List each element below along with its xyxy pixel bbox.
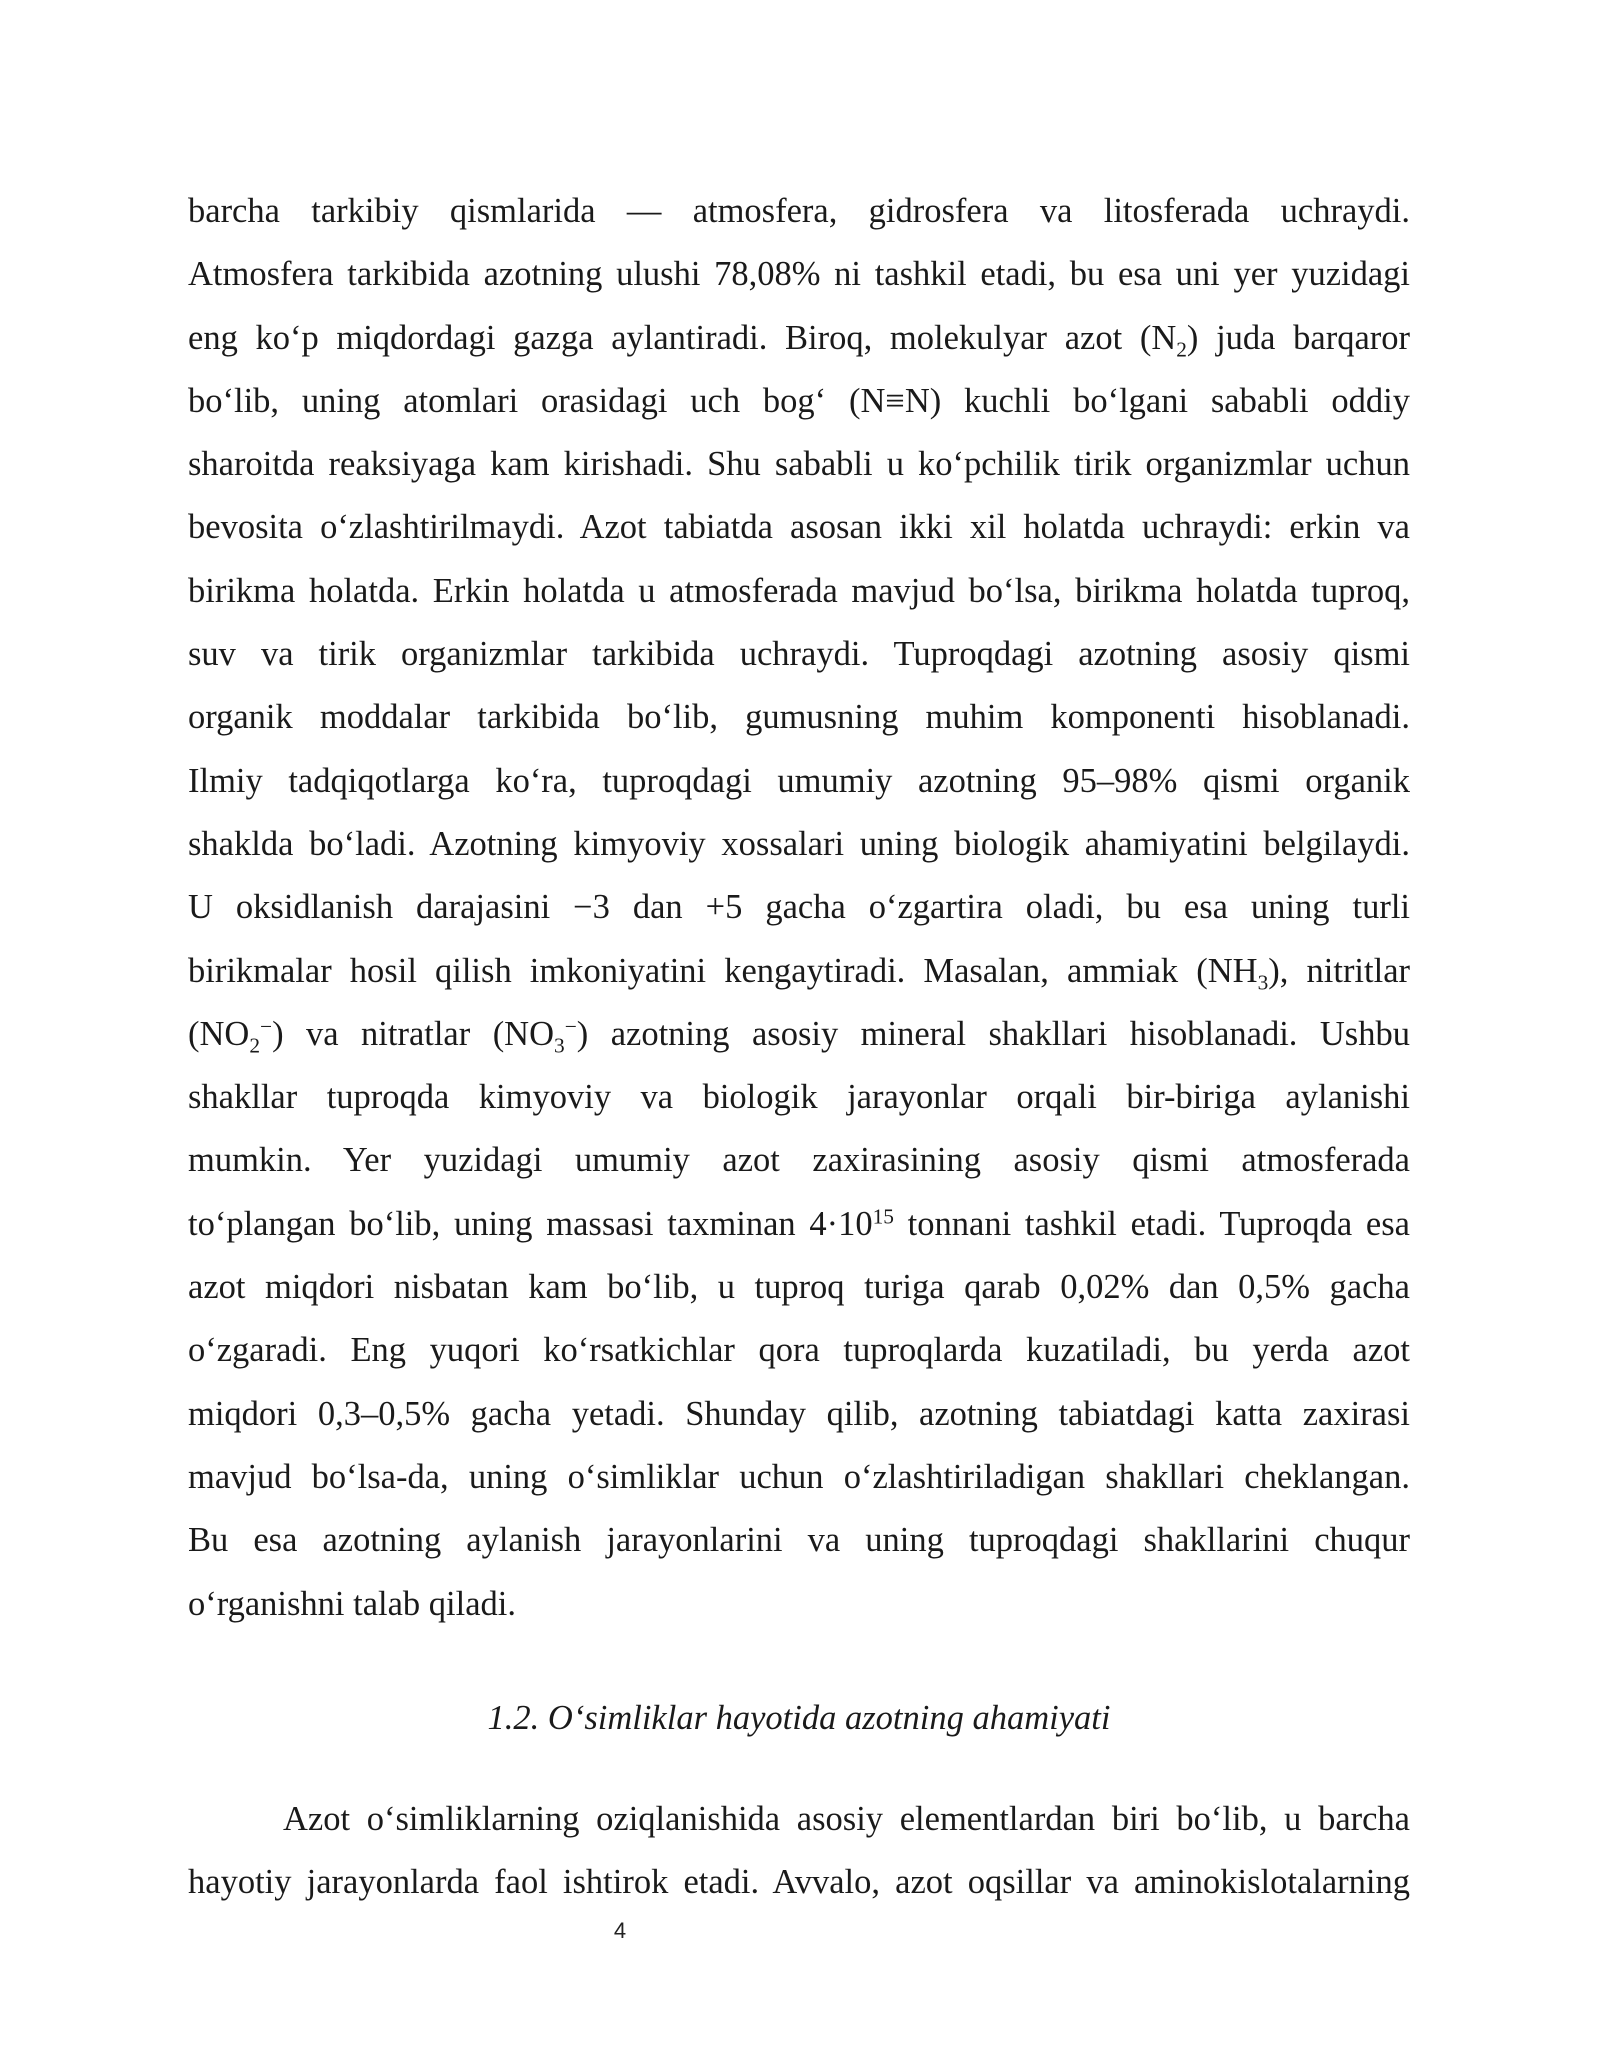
- text-line: Bu esa azotning aylanish jarayonlarini va uning tuproqdagi shakllarini chuqur: [188, 1521, 1410, 1560]
- superscript: −: [260, 1014, 273, 1039]
- text-line: to‘plangan bo‘lib, uning massasi taxminan $4\cdot 10^{15}$ tonnani tashkil etadi. Tuproqda esa: [188, 1204, 1410, 1243]
- body-paragraph-1: [188, 180, 1410, 1636]
- text-line: hayotiy jarayonlarda faol ishtirok etadi. Avvalo, azot oqsillar va aminokislotalarning: [188, 1863, 1410, 1902]
- text-line: shaklda bo‘ladi. Azotning kimyoviy xossalari uning biologik ahamiyatini belgilaydi.: [188, 824, 1410, 863]
- document-page: [188, 180, 1410, 1914]
- text-line: birikma holatda. Erkin holatda u atmosferada mavjud bo‘lsa, birikma holatda tuproq,: [188, 571, 1410, 610]
- text-line: azot miqdori nisbatan kam bo‘lib, u tuproq turiga qarab 0,02% dan 0,5% gacha: [188, 1268, 1410, 1307]
- section-heading: 1.2. O‘simliklar hayotida azotning ahamiyati: [487, 1698, 1111, 1737]
- text-line: $(NO_2^-)$ va nitratlar $(NO_3^-)$ azotning asosiy mineral shakllari hisoblanadi. Ushbu: [188, 1014, 1410, 1058]
- text-line: Ilmiy tadqiqotlarga ko‘ra, tuproqdagi umumiy azotning 95–98% qismi organik: [188, 761, 1410, 800]
- text-line: mavjud bo‘lsa-da, uning o‘simliklar uchun o‘zlashtiriladigan shakllari cheklangan.: [188, 1457, 1410, 1496]
- body-paragraph-2: [188, 1788, 1410, 1915]
- text-line: bevosita o‘zlashtirilmaydi. Azot tabiatda asosan ikki xil holatda uchraydi: erkin va: [188, 508, 1410, 547]
- text-line: suv va tirik organizmlar tarkibida uchraydi. Tuproqdagi azotning asosiy qismi: [188, 635, 1410, 674]
- text-line: miqdori 0,3–0,5% gacha yetadi. Shunday qilib, azotning tabiatdagi katta zaxirasi: [188, 1394, 1410, 1433]
- subscript: 3: [1257, 970, 1269, 995]
- subscript: 2: [249, 1033, 261, 1058]
- text-line: Atmosfera tarkibida azotning ulushi 78,08% ni tashkil etadi, bu esa uni yer yuzidagi: [188, 255, 1410, 294]
- text-line: bo‘lib, uning atomlari orasidagi uch bog‘ (N≡N) kuchli bo‘lgani sababli oddiy: [188, 381, 1410, 420]
- text-line: o‘rganishni talab qiladi.: [188, 1584, 517, 1623]
- superscript: −: [564, 1014, 577, 1039]
- superscript: 15: [872, 1204, 894, 1228]
- text-line: mumkin. Yer yuzidagi umumiy azot zaxirasining asosiy qismi atmosferada: [188, 1141, 1410, 1180]
- text-line: o‘zgaradi. Eng yuqori ko‘rsatkichlar qora tuproqlarda kuzatiladi, bu yerda azot: [188, 1331, 1410, 1370]
- subscript: 2: [1176, 337, 1187, 362]
- text-line: eng ko‘p miqdordagi gazga aylantiradi. Biroq, molekulyar azot $(N_2)$ juda barqaror: [188, 318, 1410, 362]
- text-line: sharoitda reaksiyaga kam kirishadi. Shu sababli u ko‘pchilik tirik organizmlar uchun: [188, 445, 1410, 484]
- text-line: shakllar tuproqda kimyoviy va biologik jarayonlar orqali bir-biriga aylanishi: [188, 1078, 1410, 1117]
- text-line: birikmalar hosil qilish imkoniyatini kengaytiradi. Masalan, ammiak $(NH_3)$, nitritlar: [188, 951, 1410, 995]
- text-line: organik moddalar tarkibida bo‘lib, gumusning muhim komponenti hisoblanadi.: [188, 698, 1410, 737]
- text-line: U oksidlanish darajasini −3 dan +5 gacha o‘zgartira oladi, bu esa uning turli: [188, 888, 1410, 927]
- subscript: 3: [554, 1033, 565, 1058]
- page-number: 4: [613, 1918, 627, 1943]
- text-line: barcha tarkibiy qismlarida — atmosfera, gidrosfera va litosferada uchraydi.: [188, 192, 1410, 230]
- text-line: Azot o‘simliklarning oziqlanishida asosiy elementlardan biri bo‘lib, u barcha: [283, 1799, 1410, 1838]
